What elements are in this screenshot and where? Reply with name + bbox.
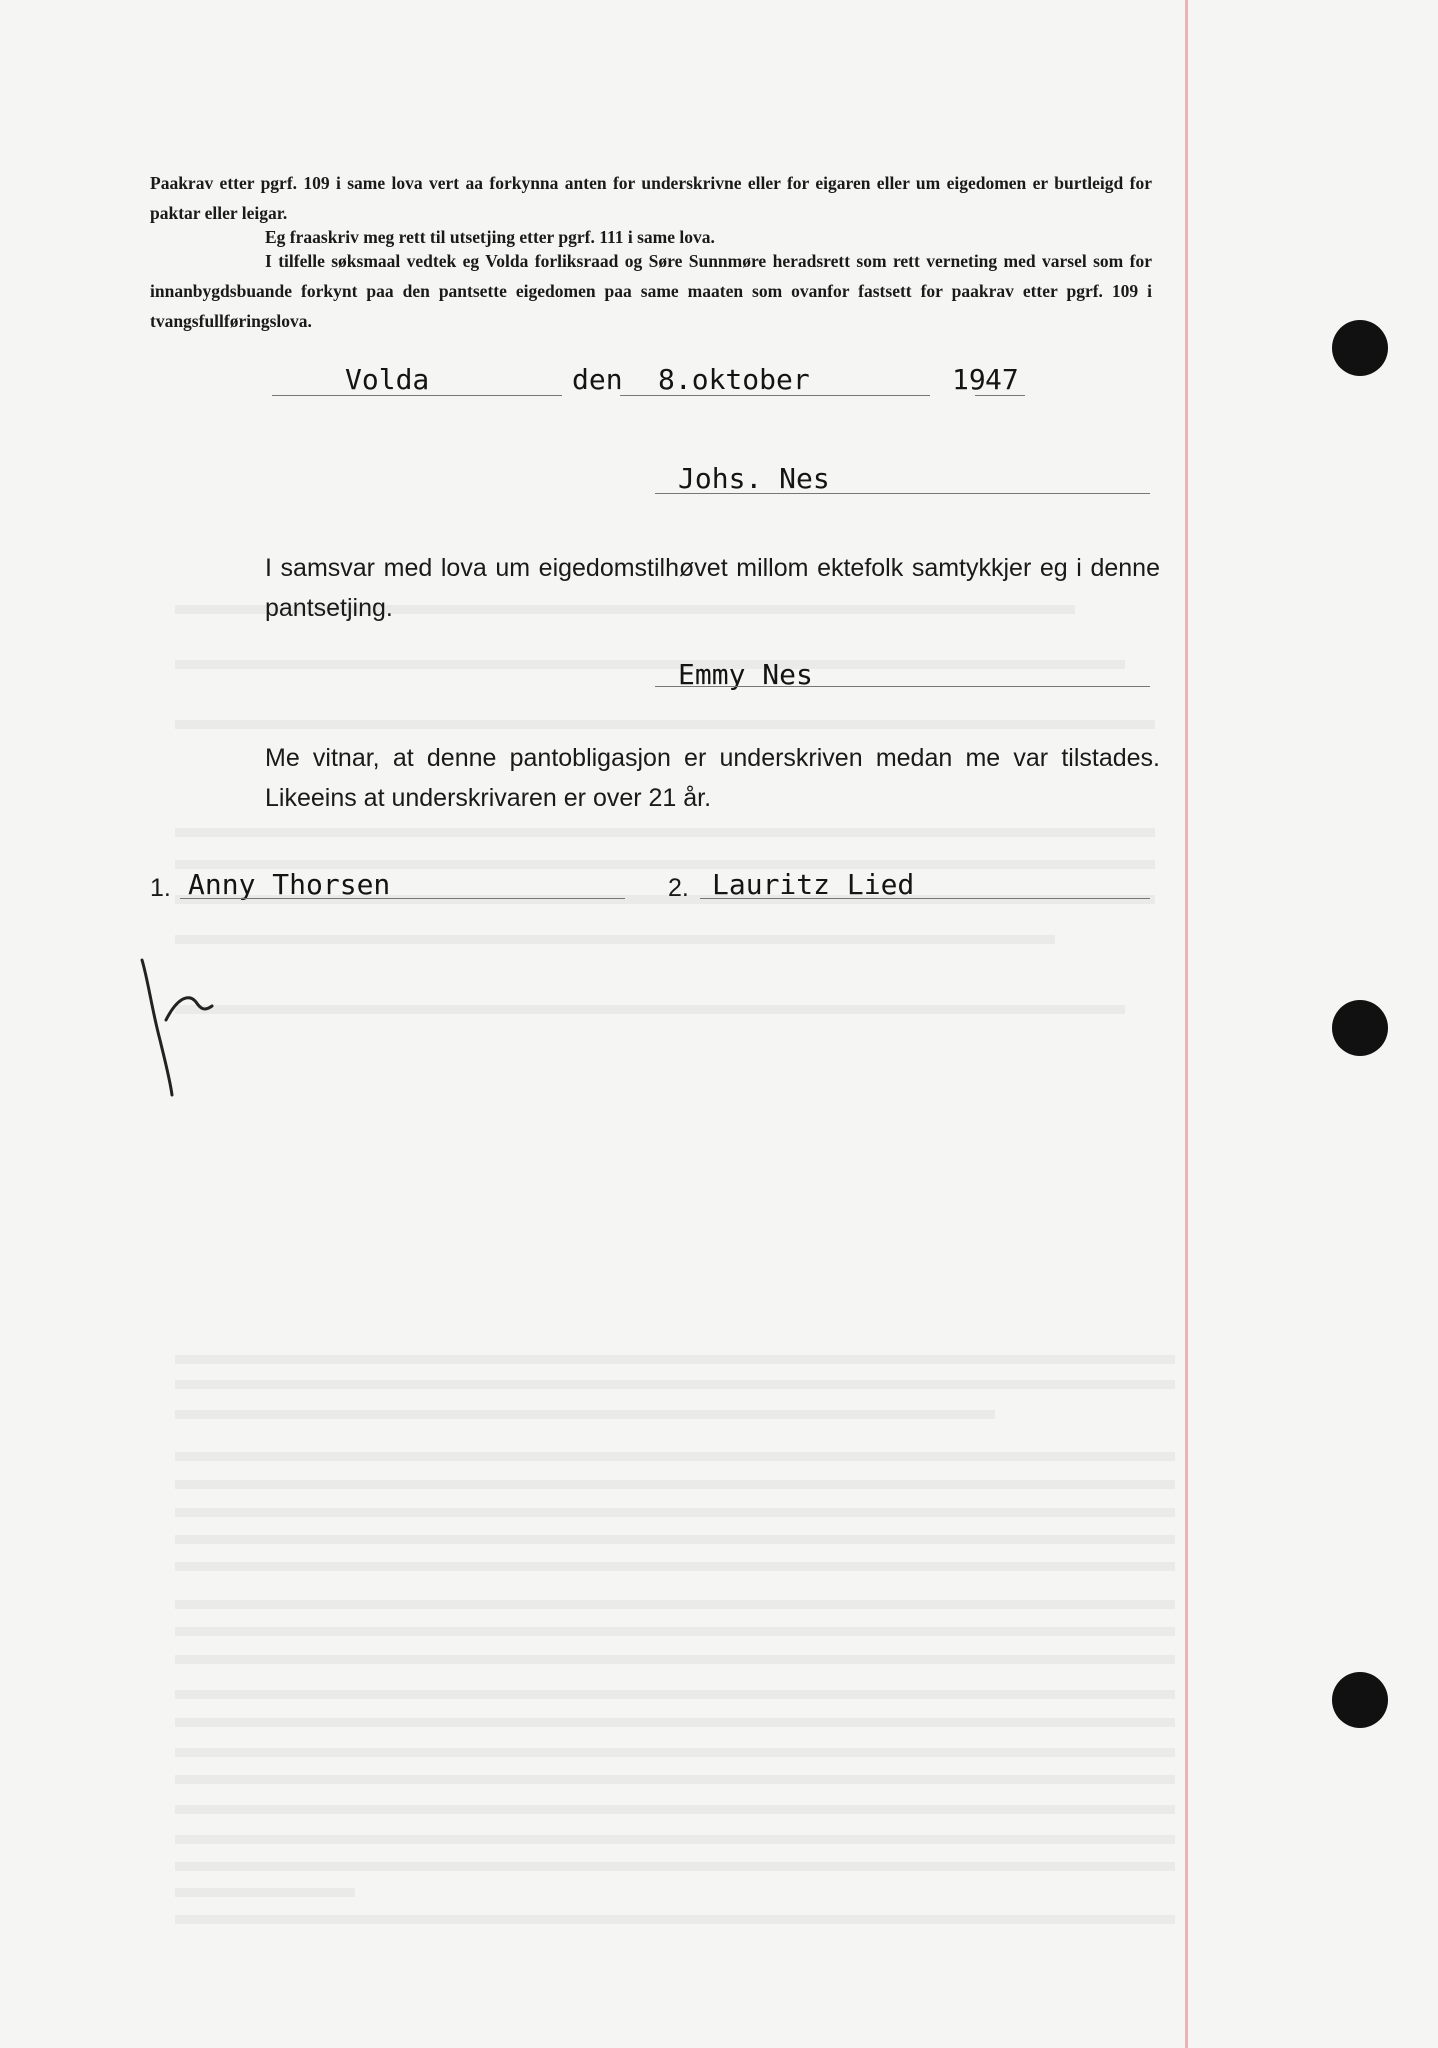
year-prefix: 19: [952, 363, 986, 396]
consent-text: I samsvar med lova um eigedomstilhøvet millom ektefolk samtykkjer eg i denne pantsetjing.: [265, 554, 1160, 622]
witness-1-label: 1.: [150, 874, 171, 902]
den-label: den: [572, 363, 623, 396]
witness-2-line: [700, 898, 1150, 899]
handwritten-initial-mark: [130, 940, 220, 1100]
bleed-through: [175, 1355, 1175, 1364]
spouse-signature-line: [655, 686, 1150, 687]
bleed-through: [175, 1452, 1175, 1461]
bleed-through: [175, 1480, 1175, 1489]
margin-rule: [1185, 0, 1188, 2048]
bleed-through: [175, 1005, 1125, 1014]
bleed-through: [175, 1562, 1175, 1571]
owner-signature-line: [655, 493, 1150, 494]
witness-2-label: 2.: [668, 874, 689, 902]
bleed-through: [175, 1627, 1175, 1636]
place-fill-line: [272, 395, 562, 396]
clause-soksmaal: I tilfelle søksmaal vedtek eg Volda forliksraad og Søre Sunnmøre heradsrett som rett verneting med varsel som for innanbygdsbuande forkynt paa den pantsette eigedomen paa same maaten som ovanfor fastsett for paakrav etter pgrf. 109 i tvangsfullføringslova.: [150, 251, 1152, 331]
date-fill-line: [620, 395, 930, 396]
bleed-through: [175, 1862, 1175, 1871]
bleed-through: [175, 1508, 1175, 1517]
clause-fraaskriv: Eg fraaskriv meg rett til utsetjing etter pgrf. 111 i same lova.: [265, 227, 715, 247]
bleed-through: [175, 1410, 995, 1419]
clause-paakrav: Paakrav etter pgrf. 109 i same lova vert aa forkynna anten for underskrivne eller for eigaren eller um eigedomen er burtleigd for paktar eller leigar.: [150, 173, 1152, 223]
punch-hole-top: [1332, 320, 1388, 376]
date-value: 8.oktober: [658, 363, 810, 396]
bleed-through: [175, 935, 1055, 944]
punch-hole-bottom: [1332, 1672, 1388, 1728]
place-value: Volda: [345, 363, 430, 396]
bleed-through: [175, 1655, 1175, 1664]
bleed-through: [175, 1690, 1175, 1699]
witness-1-name: Anny Thorsen: [188, 868, 391, 901]
bleed-through: [175, 1775, 1175, 1784]
bleed-through: [175, 1718, 1175, 1727]
spouse-signature: Emmy Nes: [678, 658, 813, 691]
bleed-through: [175, 720, 1155, 729]
bleed-through: [175, 1835, 1175, 1844]
witness-2-name: Lauritz Lied: [712, 868, 915, 901]
punch-hole-middle: [1332, 1000, 1388, 1056]
owner-signature: Johs. Nes: [678, 462, 830, 495]
bleed-through: [175, 1600, 1175, 1609]
bleed-through: [175, 1380, 1175, 1389]
bleed-through: [175, 660, 1125, 669]
bleed-through: [175, 1805, 1175, 1814]
witness-text: Me vitnar, at denne pantobligasjon er underskriven medan me var tilstades. Likeeins at underskrivaren er over 21 år.: [265, 744, 1160, 812]
bleed-through: [175, 1748, 1175, 1757]
witness-1-line: [180, 898, 625, 899]
bleed-through: [175, 1915, 1175, 1924]
bleed-through: [175, 1888, 355, 1897]
bleed-through: [175, 1535, 1175, 1544]
bleed-through: [175, 828, 1155, 837]
year-suffix: 47: [985, 363, 1019, 396]
year-fill-line: [975, 395, 1025, 396]
